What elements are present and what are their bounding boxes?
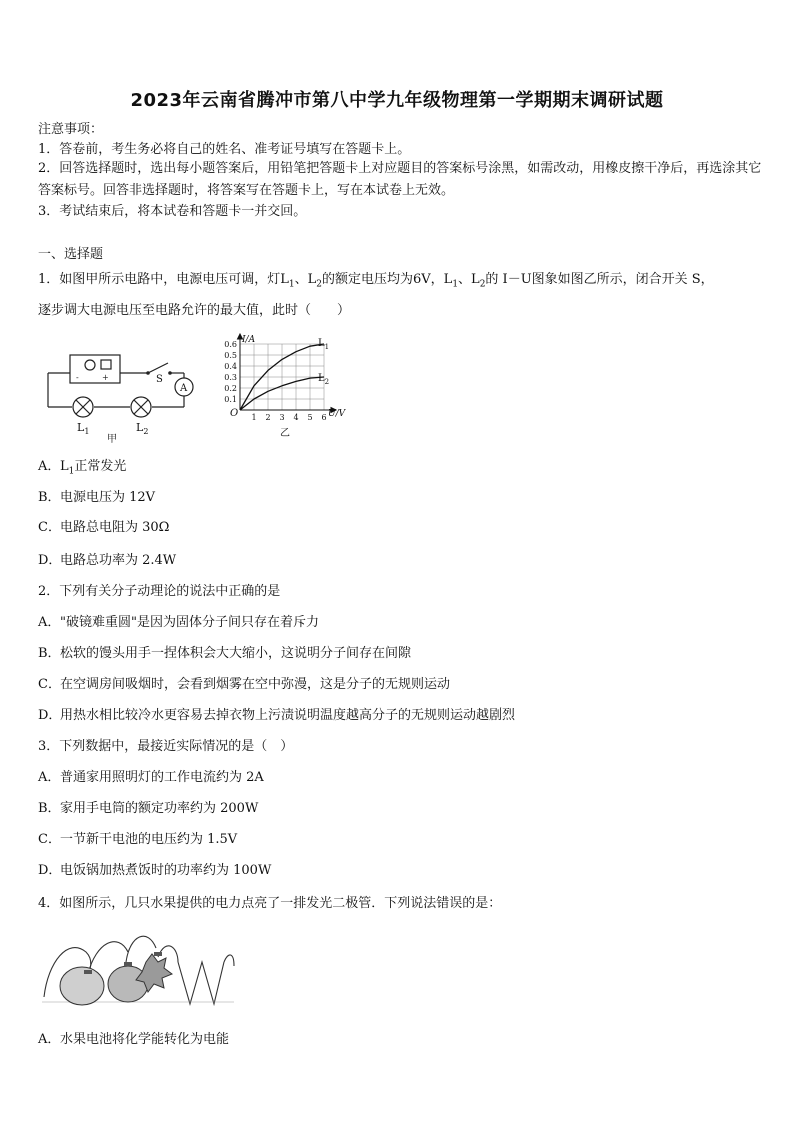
- q1-stem-line2: 逐步调大电源电压至电路允许的最大值，此时（ ）: [38, 303, 351, 318]
- q3-option-b[interactable]: B．家用手电筒的额定功率约为 200W: [38, 801, 259, 816]
- x-axis-label: U/V: [328, 409, 346, 419]
- y-tick-label: 0.1: [224, 395, 237, 404]
- circuit-diagram: [40, 345, 200, 445]
- q1-option-b[interactable]: B．电源电压为 12V: [38, 490, 156, 505]
- q1-stem: 1．如图甲所示电路中，电源电压可调，灯$L_1$、$L_2$的额定电压均为6V，$L_1$、$L_2$的 I－U图象如图乙所示，闭合开关 S，: [38, 272, 714, 290]
- x-tick-label: 6: [321, 413, 327, 422]
- q1-option-c[interactable]: C．电路总电阻为 30Ω: [38, 520, 170, 535]
- q1-option-a[interactable]: A．$L_1$正常发光: [38, 459, 127, 477]
- y-tick-label: 0.4: [224, 362, 237, 371]
- switch-label: S: [156, 374, 163, 385]
- section-heading: 一、选择题: [38, 247, 104, 262]
- curve-l1-label: $L_1$: [318, 338, 330, 351]
- page-title: 2023年云南省腾冲市第八中学九年级物理第一学期期末调研试题: [130, 90, 664, 111]
- q4-stem: 4．如图所示，几只水果提供的电力点亮了一排发光二极管．下列说法错误的是：: [38, 896, 502, 911]
- notice-item-2: 2．回答选择题时，选出每小题答案后，用铅笔把答题卡上对应题目的答案标号涂黑，如需改动，用橡皮擦干净后，再选涂其它答案标号。回答非选择题时，将答案写在答题卡上，写在本试卷上无效。: [38, 161, 762, 198]
- q2-option-d[interactable]: D．用热水相比较冷水更容易去掉衣物上污渍说明温度越高分子的无规则运动越剧烈: [38, 708, 516, 723]
- q2-option-c[interactable]: C．在空调房间吸烟时，会看到烟雾在空中弥漫，这是分子的无规则运动: [38, 677, 451, 692]
- iu-graph: [210, 332, 360, 442]
- fig-caption-yi: 乙: [280, 428, 290, 439]
- lamp1-label: $L_1$: [77, 421, 90, 436]
- notice-heading: 注意事项：: [38, 122, 104, 137]
- x-tick-label: 2: [265, 413, 271, 422]
- y-tick-label: 0.2: [224, 384, 237, 393]
- q3-stem: 3．下列数据中，最接近实际情况的是（ ）: [38, 739, 294, 754]
- q2-option-b[interactable]: B．松软的馒头用手一捏体积会大大缩小，这说明分子间存在间隙: [38, 646, 412, 661]
- x-tick-label: 5: [307, 413, 313, 422]
- svg-text:+: +: [102, 373, 109, 382]
- svg-text:-: -: [76, 373, 79, 382]
- y-tick-label: 0.3: [224, 373, 237, 382]
- curve-l2-label: $L_2$: [318, 373, 330, 386]
- lamp2-label: $L_2$: [136, 421, 149, 436]
- fig-caption-jia: 甲: [107, 434, 117, 445]
- notice-item-3: 3．考试结束后，将本试卷和答题卡一并交回。: [38, 204, 307, 219]
- y-axis-label: I/A: [242, 335, 256, 345]
- y-tick-label: 0.6: [224, 340, 237, 349]
- q1-option-d[interactable]: D．电路总功率为 2.4W: [38, 553, 177, 568]
- q4-option-a[interactable]: A．水果电池将化学能转化为电能: [38, 1032, 230, 1047]
- switch-contact: [168, 371, 172, 375]
- y-tick-label: 0.5: [224, 351, 237, 360]
- switch-contact: [146, 371, 150, 375]
- notice-item-1: 1．答卷前，考生务必将自己的姓名、准考证号填写在答题卡上。: [38, 142, 411, 157]
- q3-option-c[interactable]: C．一节新干电池的电压约为 1.5V: [38, 832, 238, 847]
- q3-option-d[interactable]: D．电饭锅加热煮饭时的功率约为 100W: [38, 863, 272, 878]
- fruit-battery-illustration: [38, 922, 238, 1017]
- x-tick-label: 1: [251, 413, 257, 422]
- x-tick-label: 4: [293, 413, 299, 422]
- x-tick-label: 3: [279, 413, 285, 422]
- ammeter-label: A: [180, 383, 188, 394]
- q2-option-a[interactable]: A．"破镜难重圆"是因为固体分子间只存在着斥力: [38, 615, 319, 630]
- origin-label: O: [230, 408, 239, 419]
- q3-option-a[interactable]: A．普通家用照明灯的工作电流约为 2A: [38, 770, 264, 785]
- q2-stem: 2．下列有关分子动理论的说法中正确的是: [38, 584, 281, 599]
